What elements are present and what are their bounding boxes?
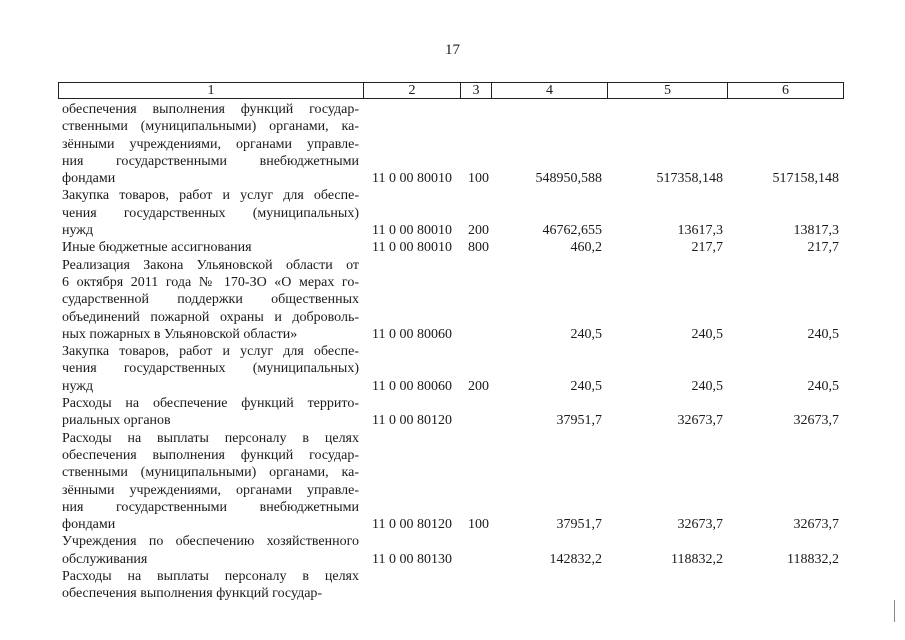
row-value-col4: 548950,588 xyxy=(535,171,602,187)
description-line: объединений пожарной охраны и доброволь- xyxy=(62,309,359,325)
row-value-col6: 240,5 xyxy=(807,326,839,342)
row-value-col5: 217,7 xyxy=(691,240,723,256)
row-value-col6: 517158,148 xyxy=(772,171,839,187)
description-line: ных пожарных в Ульяновской области» xyxy=(62,326,298,342)
description-line: чения государственных (муниципальных) xyxy=(62,205,359,221)
description-line: фондами xyxy=(62,171,116,187)
description-line: ственными (муниципальными) органами, ка- xyxy=(62,119,359,135)
row-value-col4: 37951,7 xyxy=(556,413,602,429)
description-line: 6 октября 2011 года № 170-ЗО «О мерах го- xyxy=(62,274,359,290)
row-description xyxy=(62,101,359,187)
description-line: зёнными учреждениями, органами управле- xyxy=(62,482,359,498)
row-value-col5: 13617,3 xyxy=(677,223,723,239)
row-expense-type: 800 xyxy=(468,240,489,256)
description-line: Закупка товаров, работ и услуг для обеспе- xyxy=(62,344,359,360)
description-line: Реализация Закона Ульяновской области от xyxy=(62,257,359,273)
row-value-col5: 118832,2 xyxy=(671,551,723,567)
row-value-col5: 240,5 xyxy=(691,378,723,394)
row-value-col4: 240,5 xyxy=(570,326,602,342)
description-line: фондами xyxy=(62,517,116,533)
row-value-col6: 118832,2 xyxy=(787,551,839,567)
row-value-col4: 240,5 xyxy=(570,378,602,394)
description-line: Расходы на выплаты персоналу в целях xyxy=(62,569,359,585)
header-col-2: 2 xyxy=(364,83,461,98)
row-code: 11 0 00 80010 xyxy=(372,171,452,187)
row-value-col4: 460,2 xyxy=(570,240,602,256)
table-row xyxy=(62,257,844,343)
table-row xyxy=(62,239,844,256)
table-row xyxy=(62,568,844,603)
description-line: сударственной поддержки общественных xyxy=(62,292,359,308)
description-line: ния государственными внебюджетными xyxy=(62,153,359,169)
row-value-col5: 32673,7 xyxy=(677,413,723,429)
table-body xyxy=(62,101,844,603)
row-expense-type: 200 xyxy=(468,223,489,239)
page-number: 17 xyxy=(445,42,460,58)
row-code: 11 0 00 80120 xyxy=(372,517,452,533)
row-description xyxy=(62,187,359,239)
table-row xyxy=(62,187,844,239)
row-code: 11 0 00 80010 xyxy=(372,240,452,256)
description-line: обеспечения выполнения функций государ- xyxy=(62,586,323,602)
row-description xyxy=(62,568,359,603)
description-line: Расходы на обеспечение функций террито- xyxy=(62,396,359,412)
header-col-1: 1 xyxy=(59,83,364,98)
row-description xyxy=(62,533,359,568)
table-row xyxy=(62,343,844,395)
row-code: 11 0 00 80010 xyxy=(372,223,452,239)
row-code: 11 0 00 80120 xyxy=(372,413,452,429)
margin-mark xyxy=(894,600,895,622)
row-value-col4: 46762,655 xyxy=(542,223,602,239)
table-header xyxy=(58,82,844,99)
description-line: нужд xyxy=(62,223,94,239)
row-value-col6: 13817,3 xyxy=(793,223,839,239)
row-code: 11 0 00 80060 xyxy=(372,378,452,394)
row-value-col6: 240,5 xyxy=(807,378,839,394)
description-line: нужд xyxy=(62,378,94,394)
description-line: ственными (муниципальными) органами, ка- xyxy=(62,465,359,481)
description-line: обслуживания xyxy=(62,551,148,567)
row-value-col6: 217,7 xyxy=(807,240,839,256)
table-row xyxy=(62,101,844,187)
row-code: 11 0 00 80130 xyxy=(372,551,452,567)
description-line: Учреждения по обеспечению хозяйственного xyxy=(62,534,359,550)
row-description xyxy=(62,395,359,430)
table-row xyxy=(62,395,844,430)
description-line: обеспечения выполнения функций государ- xyxy=(62,102,359,117)
row-expense-type: 200 xyxy=(468,378,489,394)
table-row xyxy=(62,430,844,534)
row-value-col4: 37951,7 xyxy=(556,517,602,533)
description-line: ния государственными внебюджетными xyxy=(62,499,359,515)
row-value-col6: 32673,7 xyxy=(793,517,839,533)
description-line: Иные бюджетные ассигнования xyxy=(62,240,252,256)
header-col-6: 6 xyxy=(782,83,789,98)
description-line: Закупка товаров, работ и услуг для обеспе- xyxy=(62,188,359,204)
header-col-3: 3 xyxy=(461,83,492,98)
row-value-col6: 32673,7 xyxy=(793,413,839,429)
row-value-col5: 32673,7 xyxy=(677,517,723,533)
row-description xyxy=(62,430,359,534)
row-value-col4: 142832,2 xyxy=(549,551,602,567)
row-description xyxy=(62,239,359,256)
table-row xyxy=(62,533,844,568)
row-value-col5: 240,5 xyxy=(691,326,723,342)
description-line: риальных органов xyxy=(62,413,171,429)
row-code: 11 0 00 80060 xyxy=(372,326,452,342)
row-expense-type: 100 xyxy=(468,517,489,533)
description-line: чения государственных (муниципальных) xyxy=(62,361,359,377)
header-col-5: 5 xyxy=(608,83,728,98)
row-description xyxy=(62,257,359,343)
row-expense-type: 100 xyxy=(468,171,489,187)
description-line: обеспечения выполнения функций государ- xyxy=(62,447,359,463)
row-value-col5: 517358,148 xyxy=(656,171,723,187)
header-col-4: 4 xyxy=(492,83,608,98)
description-line: зёнными учреждениями, органами управле- xyxy=(62,136,359,152)
description-line: Расходы на выплаты персоналу в целях xyxy=(62,430,359,446)
row-description xyxy=(62,343,359,395)
